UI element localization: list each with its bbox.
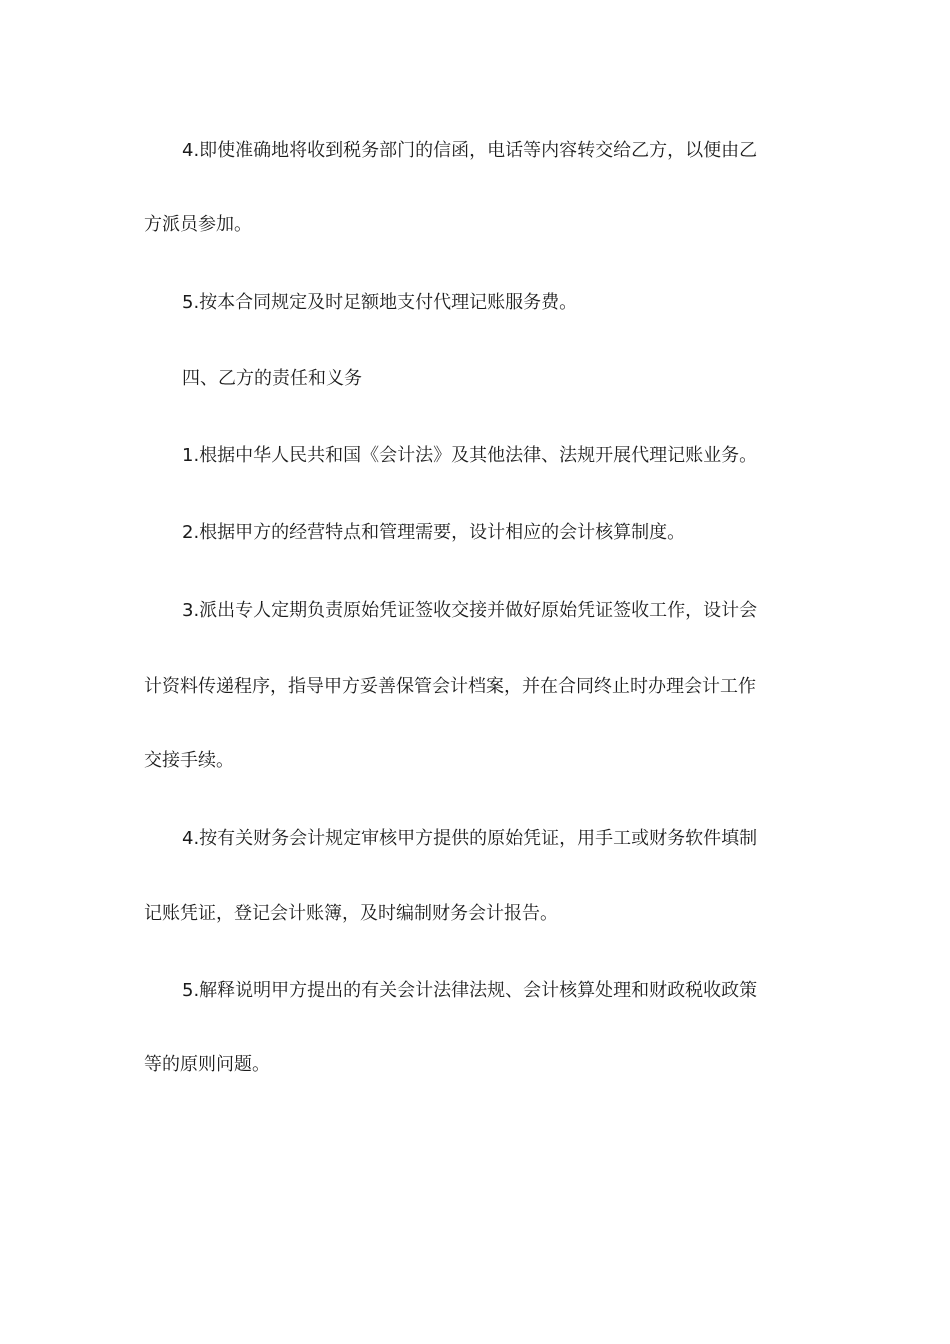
paragraph-line: 方派员参加。: [144, 214, 252, 235]
paragraph-line: 4.即使准确地将收到税务部门的信函，电话等内容转交给乙方，以便由乙: [182, 140, 758, 161]
paragraph-line: 交接手续。: [144, 750, 234, 771]
paragraph-line: 4.按有关财务会计规定审核甲方提供的原始凭证，用手工或财务软件填制: [182, 828, 758, 849]
paragraph-line: 2.根据甲方的经营特点和管理需要，设计相应的会计核算制度。: [182, 522, 686, 543]
paragraph-line: 5.按本合同规定及时足额地支付代理记账服务费。: [182, 292, 578, 313]
paragraph-line: 1.根据中华人民共和国《会计法》及其他法律、法规开展代理记账业务。: [182, 445, 758, 466]
section-heading: 四、乙方的责任和义务: [182, 368, 362, 389]
paragraph-line: 计资料传递程序，指导甲方妥善保管会计档案，并在合同终止时办理会计工作: [144, 676, 756, 697]
paragraph-line: 5.解释说明甲方提出的有关会计法律法规、会计核算处理和财政税收政策: [182, 980, 758, 1001]
paragraph-line: 3.派出专人定期负责原始凭证签收交接并做好原始凭证签收工作，设计会: [182, 600, 758, 621]
paragraph-line: 记账凭证，登记会计账簿，及时编制财务会计报告。: [144, 903, 558, 924]
paragraph-line: 等的原则问题。: [144, 1054, 270, 1075]
